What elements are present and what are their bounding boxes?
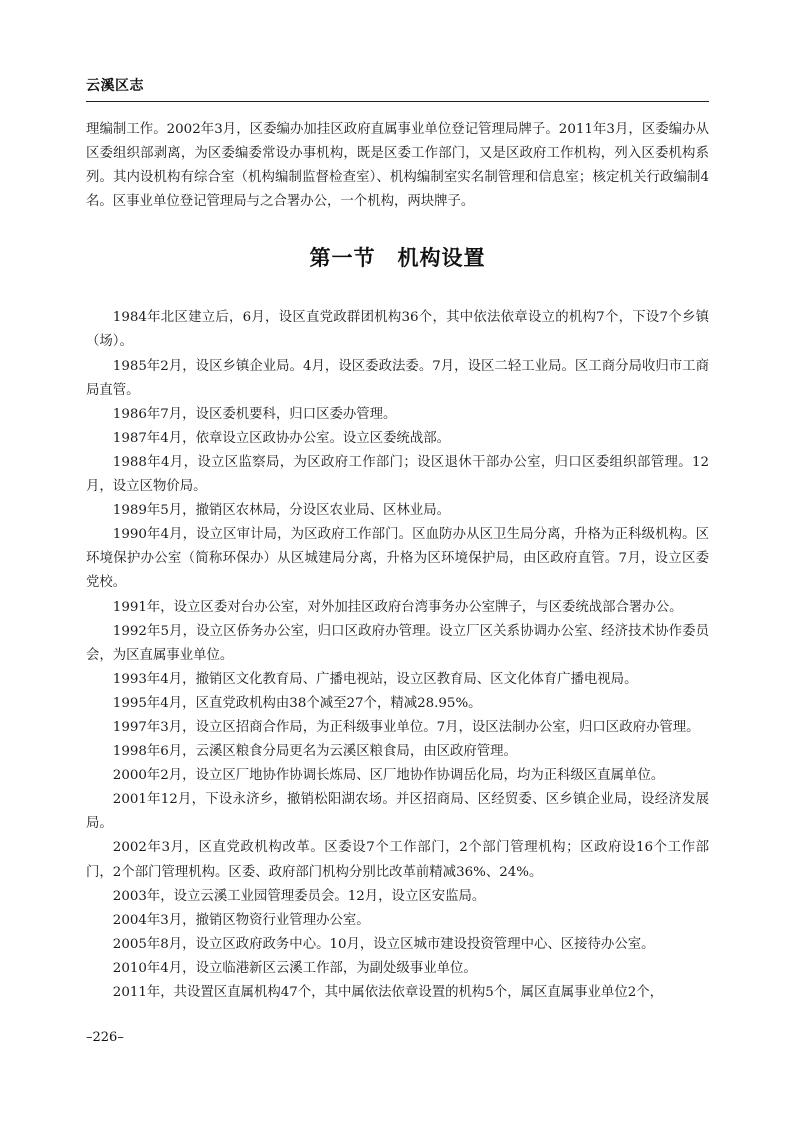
body-paragraph: 2002年3月，区直党政机构改革。区委设7个工作部门，2个部门管理机构；区政府设16个工作部门，2个部门管理机构。区委、政府部门机构分别比改革前精减36%、24%。 [86, 840, 709, 880]
body-paragraph: 1989年5月，撤销区农林局，分设区农业局、区林业局。 [112, 503, 450, 519]
page-body [86, 118, 709, 1005]
body-paragraph: 1987年4月，依章设立区政协办公室。设立区委统战部。 [112, 430, 450, 446]
page-number: –226– [86, 1030, 124, 1045]
body-paragraph: 1995年4月，区直党政机构由38个减至27个，精减28.95%。 [112, 695, 482, 711]
intro-paragraph: 理编制工作。2002年3月，区委编办加挂区政府直属事业单位登记管理局牌子。2011年3月，区委编办从区委组织部剥离，为区委编委常设办事机构，既是区委工作部门，又是区政府工作机构，列入区委机构系列。其内设机构有综合室（机构编制监督检查室）、机构编制室实名制管理和信息室；核定机关行政编制4名。区事业单位登记管理局与之合署办公，一个机构，两块牌子。 [86, 122, 709, 210]
body-paragraph: 2000年2月，设立区厂地协作协调长炼局、区厂地协作协调岳化局，均为正科级区直属单位。 [112, 768, 665, 784]
running-title: 云溪区志 [86, 78, 144, 94]
body-paragraph: 1985年2月，设区乡镇企业局。4月，设区委政法委。7月，设区二轻工业局。区工商分局收归市工商局直管。 [86, 358, 709, 398]
header-divider [86, 101, 709, 102]
body-paragraph: 2011年，共设置区直属机构47个，其中属依法依章设置的机构5个，属区直属事业单位2个， [112, 985, 664, 1000]
body-paragraph: 2003年，设立云溪工业园管理委员会。12月，设立区安监局。 [112, 888, 486, 904]
body-paragraph: 2005年8月，设立区政府政务中心。10月，设立区城市建设投资管理中心、区接待办公室。 [112, 936, 655, 952]
section-title: 第一节 机构设置 [309, 246, 486, 271]
body-paragraph: 1993年4月，撤销区文化教育局、广播电视站，设立区教育局、区文化体育广播电视局。 [112, 671, 638, 687]
body-paragraph: 2004年3月，撤销区物资行业管理办公室。 [112, 912, 370, 928]
body-paragraph: 1991年，设立区委对台办公室，对外加挂区政府台湾事务办公室牌子，与区委统战部合署办公。 [112, 599, 683, 615]
body-paragraph: 2001年12月，下设永济乡，撤销松阳湖农场。并区招商局、区经贸委、区乡镇企业局，设经济发展局。 [86, 792, 709, 832]
body-paragraph: 2010年4月，设立临港新区云溪工作部，为副处级事业单位。 [112, 960, 477, 976]
body-paragraph: 1998年6月，云溪区粮食分局更名为云溪区粮食局，由区政府管理。 [112, 744, 517, 760]
body-paragraph: 1984年北区建立后，6月，设区直党政群团机构36个，其中依法依章设立的机构7个，下设7个乡镇（场）。 [86, 310, 709, 350]
body-paragraph: 1997年3月，设立区招商合作局，为正科级事业单位。7月，设区法制办公室，归口区政府办管理。 [112, 719, 700, 735]
body-paragraph: 1992年5月，设立区侨务办公室，归口区政府办管理。设立厂区关系协调办公室、经济技术协作委员会，为区直属事业单位。 [86, 623, 709, 663]
body-paragraph: 1990年4月，设立区审计局，为区政府工作部门。区血防办从区卫生局分离，升格为正科级机构。区环境保护办公室（简称环保办）从区城建局分离，升格为区环境保护局，由区政府直管。7月，设立区委党校。 [86, 527, 709, 591]
body-paragraph: 1986年7月，设区委机要科，归口区委办管理。 [112, 406, 397, 422]
body-paragraph: 1988年4月，设立区监察局，为区政府工作部门；设区退休干部办公室，归口区委组织部管理。12月，设立区物价局。 [86, 454, 709, 495]
